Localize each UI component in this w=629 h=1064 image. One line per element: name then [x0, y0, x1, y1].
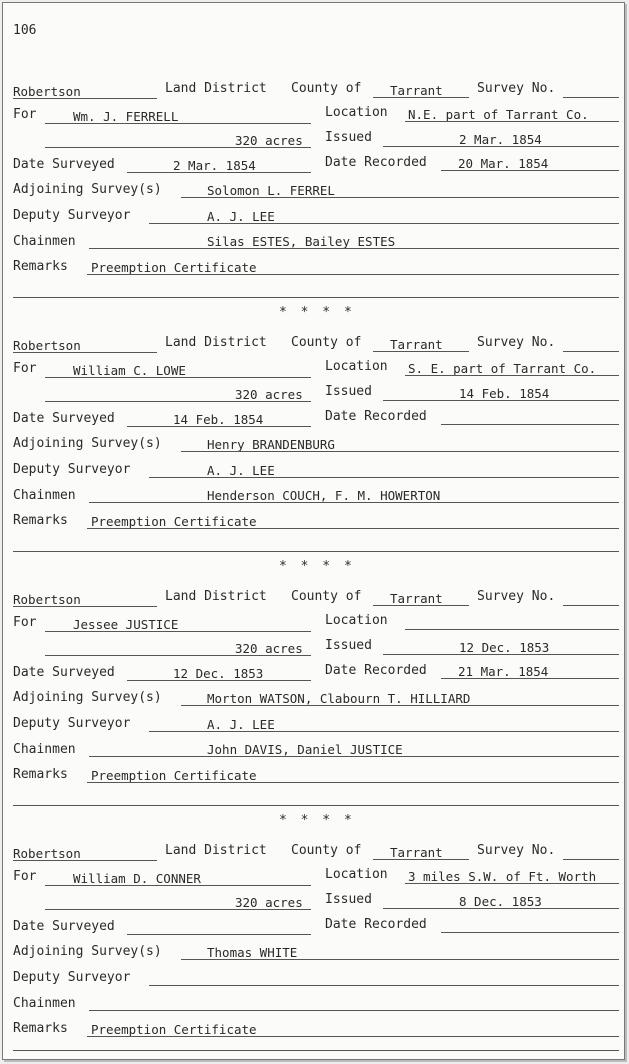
- date-surveyed-label: Date Surveyed: [13, 665, 115, 680]
- fill-in-line: [563, 605, 619, 606]
- fill-in-line: [13, 297, 619, 298]
- date-recorded-label: Date Recorded: [325, 917, 427, 932]
- fill-in-line: [89, 502, 619, 503]
- fill-in-line: [89, 1010, 619, 1011]
- remarks-value: Preemption Certificate: [91, 768, 257, 783]
- fill-in-line: [383, 908, 619, 909]
- deputy-value: A. J. LEE: [207, 717, 275, 732]
- fill-in-line: [441, 678, 619, 679]
- chainmen-value: Henderson COUCH, F. M. HOWERTON: [207, 488, 441, 503]
- issued-label: Issued: [325, 892, 372, 907]
- fill-in-line: [87, 1036, 619, 1037]
- date-surveyed-label: Date Surveyed: [13, 411, 115, 426]
- issued-label: Issued: [325, 638, 372, 653]
- record-separator: * * * *: [279, 559, 355, 574]
- remarks-label: Remarks: [13, 513, 68, 528]
- fill-in-line: [441, 932, 619, 933]
- document-page: [2, 2, 625, 1060]
- fill-in-line: [441, 170, 619, 171]
- fill-in-line: [87, 528, 619, 529]
- adjoining-label: Adjoining Survey(s): [13, 944, 162, 959]
- fill-in-line: [89, 756, 619, 757]
- date-recorded-value: 20 Mar. 1854: [458, 156, 549, 171]
- remarks-label: Remarks: [13, 259, 68, 274]
- for-label: For: [13, 361, 37, 376]
- remarks-value: Preemption Certificate: [91, 1022, 257, 1037]
- land-district-label: Land District: [165, 589, 267, 604]
- fill-in-line: [373, 605, 469, 606]
- fill-in-line: [383, 146, 619, 147]
- county-of-label: County of: [291, 81, 362, 96]
- fill-in-line: [45, 655, 311, 656]
- fill-in-line: [13, 606, 157, 607]
- adjoining-label: Adjoining Survey(s): [13, 690, 162, 705]
- survey-record: [3, 584, 624, 824]
- land-district-value: Robertson: [13, 338, 81, 353]
- fill-in-line: [45, 631, 311, 632]
- location-value: 3 miles S.W. of Ft. Worth: [408, 869, 597, 884]
- fill-in-line: [563, 859, 619, 860]
- fill-in-line: [127, 680, 311, 681]
- deputy-value: A. J. LEE: [207, 463, 275, 478]
- location-label: Location: [325, 359, 388, 374]
- date-recorded-label: Date Recorded: [325, 409, 427, 424]
- adjoining-value: Henry BRANDENBURG: [207, 437, 335, 452]
- date-recorded-label: Date Recorded: [325, 663, 427, 678]
- county-value: Tarrant: [390, 845, 443, 860]
- location-value: N.E. part of Tarrant Co.: [408, 107, 589, 122]
- deputy-label: Deputy Surveyor: [13, 462, 131, 477]
- acres-value: 320 acres: [235, 387, 303, 402]
- date-surveyed-value: 2 Mar. 1854: [173, 158, 256, 173]
- survey-no-label: Survey No.: [477, 589, 556, 604]
- fill-in-line: [181, 451, 619, 452]
- land-district-label: Land District: [165, 843, 267, 858]
- fill-in-line: [89, 248, 619, 249]
- fill-in-line: [405, 883, 619, 884]
- adjoining-label: Adjoining Survey(s): [13, 182, 162, 197]
- fill-in-line: [13, 551, 619, 552]
- land-district-label: Land District: [165, 81, 267, 96]
- date-surveyed-value: 14 Feb. 1854: [173, 412, 264, 427]
- adjoining-value: Morton WATSON, Clabourn T. HILLIARD: [207, 691, 471, 706]
- location-label: Location: [325, 867, 388, 882]
- location-value: S. E. part of Tarrant Co.: [408, 361, 597, 376]
- location-label: Location: [325, 105, 388, 120]
- acres-value: 320 acres: [235, 133, 303, 148]
- fill-in-line: [45, 123, 311, 124]
- fill-in-line: [373, 351, 469, 352]
- fill-in-line: [181, 705, 619, 706]
- deputy-label: Deputy Surveyor: [13, 970, 131, 985]
- fill-in-line: [149, 223, 619, 224]
- fill-in-line: [373, 859, 469, 860]
- fill-in-line: [45, 885, 311, 886]
- fill-in-line: [13, 98, 157, 99]
- record-separator: * * * *: [279, 813, 355, 828]
- page-bottom-rule: [13, 1050, 619, 1051]
- fill-in-line: [149, 731, 619, 732]
- fill-in-line: [45, 147, 311, 148]
- fill-in-line: [127, 172, 311, 173]
- county-value: Tarrant: [390, 83, 443, 98]
- survey-record: [3, 330, 624, 570]
- deputy-value: A. J. LEE: [207, 209, 275, 224]
- fill-in-line: [149, 985, 619, 986]
- for-label: For: [13, 869, 37, 884]
- remarks-value: Preemption Certificate: [91, 514, 257, 529]
- fill-in-line: [405, 629, 619, 630]
- fill-in-line: [87, 274, 619, 275]
- page-number: 106: [13, 23, 37, 38]
- issued-value: 8 Dec. 1853: [459, 894, 542, 909]
- land-district-value: Robertson: [13, 846, 81, 861]
- issued-value: 12 Dec. 1853: [459, 640, 550, 655]
- fill-in-line: [441, 424, 619, 425]
- fill-in-line: [181, 959, 619, 960]
- survey-no-label: Survey No.: [477, 843, 556, 858]
- date-surveyed-value: 12 Dec. 1853: [173, 666, 264, 681]
- chainmen-label: Chainmen: [13, 234, 76, 249]
- chainmen-value: John DAVIS, Daniel JUSTICE: [207, 742, 403, 757]
- survey-no-label: Survey No.: [477, 81, 556, 96]
- location-label: Location: [325, 613, 388, 628]
- fill-in-line: [373, 97, 469, 98]
- fill-in-line: [45, 401, 311, 402]
- remarks-value: Preemption Certificate: [91, 260, 257, 275]
- chainmen-label: Chainmen: [13, 742, 76, 757]
- fill-in-line: [127, 426, 311, 427]
- county-value: Tarrant: [390, 337, 443, 352]
- adjoining-value: Solomon L. FERREL: [207, 183, 335, 198]
- land-district-value: Robertson: [13, 592, 81, 607]
- fill-in-line: [45, 377, 311, 378]
- remarks-label: Remarks: [13, 1021, 68, 1036]
- date-recorded-value: 21 Mar. 1854: [458, 664, 549, 679]
- for-label: For: [13, 615, 37, 630]
- fill-in-line: [563, 351, 619, 352]
- issued-label: Issued: [325, 384, 372, 399]
- deputy-label: Deputy Surveyor: [13, 208, 131, 223]
- land-district-value: Robertson: [13, 84, 81, 99]
- chainmen-label: Chainmen: [13, 996, 76, 1011]
- remarks-label: Remarks: [13, 767, 68, 782]
- fill-in-line: [181, 197, 619, 198]
- fill-in-line: [405, 375, 619, 376]
- for-value: Jessee JUSTICE: [73, 617, 179, 632]
- for-value: William D. CONNER: [73, 871, 201, 886]
- fill-in-line: [87, 782, 619, 783]
- for-label: For: [13, 107, 37, 122]
- fill-in-line: [405, 121, 619, 122]
- fill-in-line: [45, 909, 311, 910]
- fill-in-line: [13, 860, 157, 861]
- fill-in-line: [127, 934, 311, 935]
- fill-in-line: [383, 654, 619, 655]
- adjoining-label: Adjoining Survey(s): [13, 436, 162, 451]
- acres-value: 320 acres: [235, 895, 303, 910]
- fill-in-line: [563, 97, 619, 98]
- survey-no-label: Survey No.: [477, 335, 556, 350]
- survey-record: [3, 76, 624, 316]
- adjoining-value: Thomas WHITE: [207, 945, 298, 960]
- issued-label: Issued: [325, 130, 372, 145]
- for-value: William C. LOWE: [73, 363, 186, 378]
- county-value: Tarrant: [390, 591, 443, 606]
- fill-in-line: [13, 805, 619, 806]
- chainmen-label: Chainmen: [13, 488, 76, 503]
- fill-in-line: [13, 352, 157, 353]
- issued-value: 14 Feb. 1854: [459, 386, 550, 401]
- county-of-label: County of: [291, 843, 362, 858]
- fill-in-line: [383, 400, 619, 401]
- county-of-label: County of: [291, 335, 362, 350]
- survey-record: [3, 838, 624, 1060]
- for-value: Wm. J. FERRELL: [73, 109, 179, 124]
- deputy-label: Deputy Surveyor: [13, 716, 131, 731]
- chainmen-value: Silas ESTES, Bailey ESTES: [207, 234, 396, 249]
- land-district-label: Land District: [165, 335, 267, 350]
- fill-in-line: [149, 477, 619, 478]
- record-separator: * * * *: [279, 305, 355, 320]
- date-surveyed-label: Date Surveyed: [13, 919, 115, 934]
- county-of-label: County of: [291, 589, 362, 604]
- date-surveyed-label: Date Surveyed: [13, 157, 115, 172]
- issued-value: 2 Mar. 1854: [459, 132, 542, 147]
- fill-in-line: [13, 1059, 619, 1060]
- acres-value: 320 acres: [235, 641, 303, 656]
- date-recorded-label: Date Recorded: [325, 155, 427, 170]
